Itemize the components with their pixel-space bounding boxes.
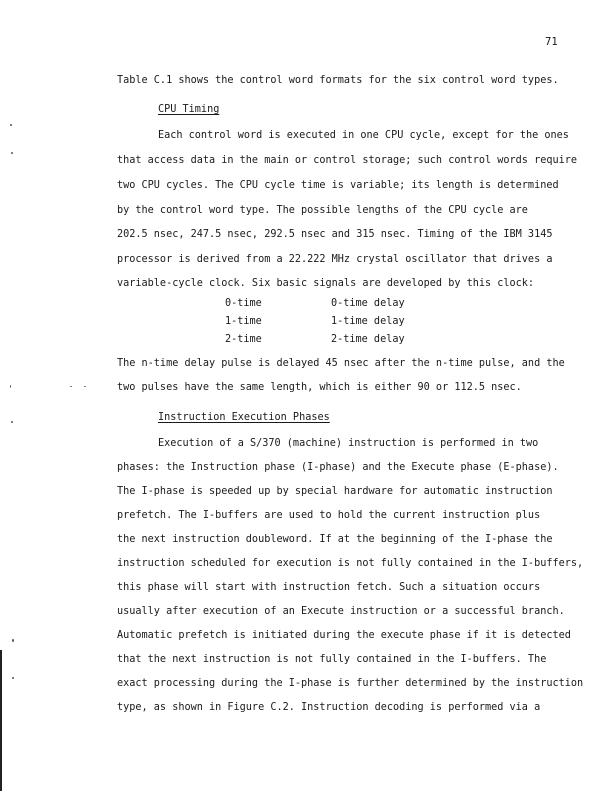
signal-delay: 0-time delay — [331, 298, 405, 309]
scan-speck — [12, 677, 14, 679]
scan-edge-bar — [0, 650, 2, 791]
cpu-timing-line: 202.5 nsec, 247.5 nsec, 292.5 nsec and 315 nsec. Timing of the IBM 3145 — [117, 229, 553, 240]
instruction-phases-line: usually after execution of an Execute instruction or a successful branch. — [117, 606, 565, 617]
cpu-timing-heading: CPU Timing — [158, 104, 220, 115]
scan-speck — [10, 124, 12, 126]
cpu-timing-line: variable-cycle clock. Six basic signals are developed by this clock: — [117, 278, 535, 289]
signal-delay: 1-time delay — [331, 316, 405, 327]
signal-time: 2-time — [225, 334, 262, 345]
signal-time: 0-time — [225, 298, 262, 309]
instruction-phases-line: exact processing during the I-phase is further determined by the instruction — [117, 678, 584, 689]
cpu-timing-line: by the control word type. The possible lengths of the CPU cycle are — [117, 205, 528, 216]
instruction-phases-line: this phase will start with instruction fetch. Such a situation occurs — [117, 582, 541, 593]
instruction-phases-line: Automatic prefetch is initiated during the execute phase if it is detected — [117, 630, 571, 641]
cpu-timing-line: Each control word is executed in one CPU cycle, except for the ones — [158, 130, 569, 141]
instruction-phases-heading: Instruction Execution Phases — [158, 412, 330, 423]
instruction-phases-line: instruction scheduled for execution is not fully contained in the I-buffers, — [117, 558, 584, 569]
scan-speck — [11, 421, 13, 423]
cpu-timing-after-line: two pulses have the same length, which is either 90 or 112.5 nsec. — [117, 382, 522, 393]
instruction-phases-line: type, as shown in Figure C.2. Instruction decoding is performed via a — [117, 702, 541, 713]
instruction-phases-line: the next instruction doubleword. If at the beginning of the I-phase the — [117, 534, 553, 545]
cpu-timing-line: processor is derived from a 22.222 MHz crystal oscillator that drives a — [117, 254, 553, 265]
instruction-phases-line: prefetch. The I-buffers are used to hold the current instruction plus — [117, 510, 541, 521]
scan-speck — [11, 152, 13, 154]
scan-speck — [70, 386, 72, 387]
cpu-timing-line: two CPU cycles. The CPU cycle time is variable; its length is determined — [117, 180, 559, 191]
signal-time: 1-time — [225, 316, 262, 327]
scan-speck — [12, 639, 14, 642]
intro-line: Table C.1 shows the control word formats for the six control word types. — [117, 75, 559, 86]
cpu-timing-line: that access data in the main or control storage; such control words require — [117, 155, 578, 166]
instruction-phases-line: phases: the Instruction phase (I-phase) and the Execute phase (E-phase). — [117, 462, 559, 473]
instruction-phases-line: that the next instruction is not fully contained in the I-buffers. The — [117, 654, 547, 665]
scan-speck — [84, 386, 86, 387]
signal-delay: 2-time delay — [331, 334, 405, 345]
page-number: 71 — [545, 36, 558, 48]
instruction-phases-line: The I-phase is speeded up by special hardware for automatic instruction — [117, 486, 553, 497]
instruction-phases-line: Execution of a S/370 (machine) instruction is performed in two — [158, 438, 539, 449]
scan-speck — [10, 385, 11, 388]
cpu-timing-after-line: The n-time delay pulse is delayed 45 nsec after the n-time pulse, and the — [117, 358, 565, 369]
